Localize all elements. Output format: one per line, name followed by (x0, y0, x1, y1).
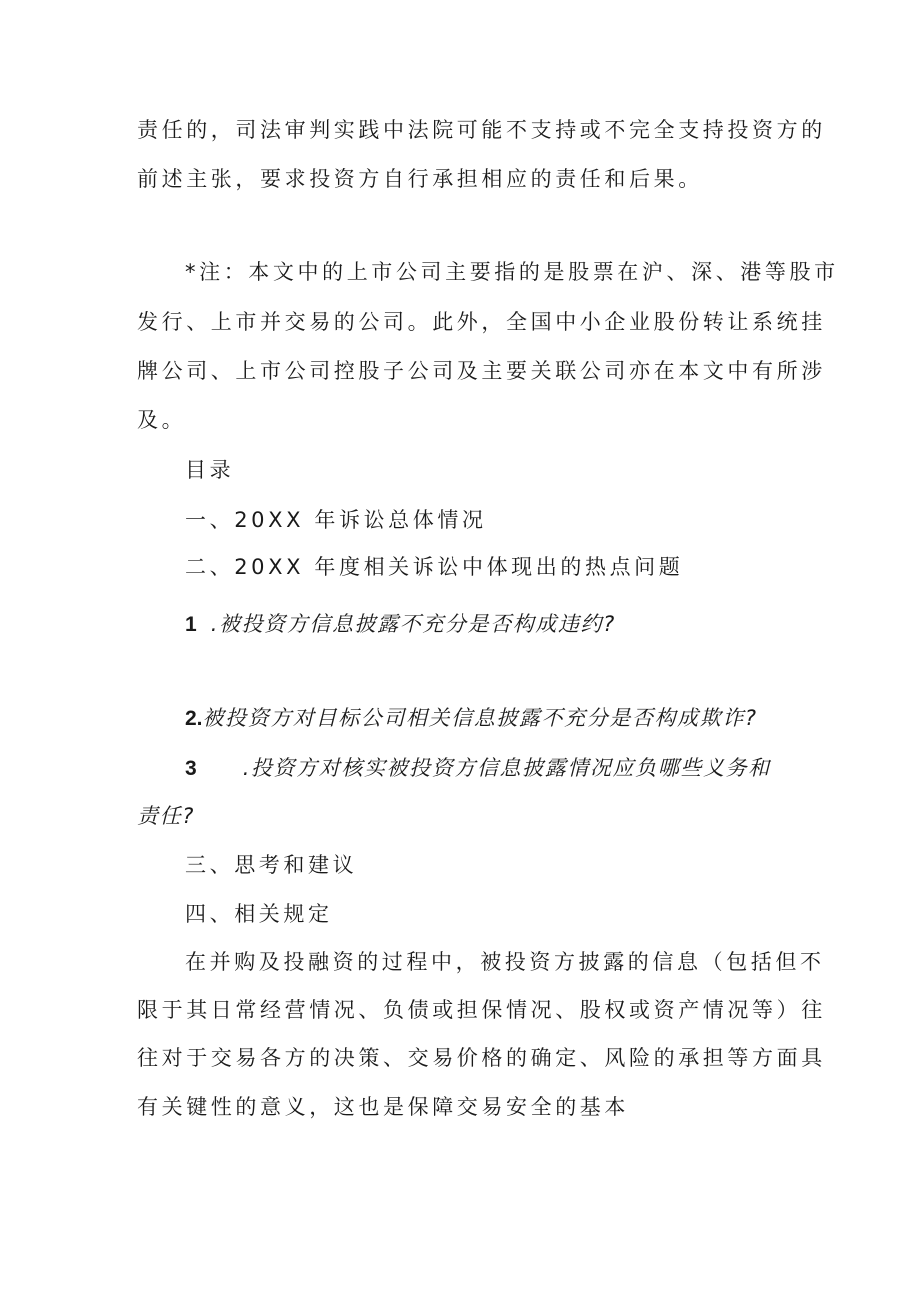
toc-title: 目录 (185, 458, 235, 482)
paragraph-2-line-1: 在并购及投融资的过程中，被投资方披露的信息（包括但不 (185, 950, 825, 974)
toc-item-3: 三、思考和建议 (185, 853, 358, 877)
note-line-1: *注：本文中的上市公司主要指的是股票在沪、深、港等股市 (185, 260, 839, 284)
note-line-2: 发行、上市并交易的公司。此外，全国中小企业股份转让系统挂 (137, 310, 826, 334)
toc-sub-item-1-number: 1 (185, 613, 197, 636)
toc-sub-item-3-text-line-2: 责任? (137, 804, 195, 828)
toc-sub-item-2-text: 被投资方对目标公司相关信息披露不充分是否构成欺诈? (202, 706, 758, 730)
paragraph-2-line-4: 有关键性的意义，这也是保障交易安全的基本 (137, 1095, 629, 1119)
paragraph-2-line-3: 往对于交易各方的决策、交易价格的确定、风险的承担等方面具 (137, 1046, 826, 1070)
paragraph-1-line-2: 前述主张，要求投资方自行承担相应的责任和后果。 (137, 167, 703, 191)
toc-sub-item-2 (185, 704, 758, 733)
note-line-4: 及。 (137, 408, 187, 432)
note-line-3: 牌公司、上市公司控股子公司及主要关联公司亦在本文中有所涉 (137, 359, 826, 383)
paragraph-1-line-1: 责任的，司法审判实践中法院可能不支持或不完全支持投资方的 (137, 118, 826, 142)
toc-sub-item-3-text-line-1: .投资方对核实被投资方信息披露情况应负哪些义务和 (242, 756, 771, 780)
toc-item-1: 一、20XX 年诉讼总体情况 (185, 508, 487, 532)
toc-sub-item-1 (185, 610, 616, 639)
toc-item-4: 四、相关规定 (185, 902, 333, 926)
toc-sub-item-3-number: 3 (185, 757, 197, 780)
toc-sub-item-3 (185, 754, 771, 783)
toc-sub-item-1-text: .被投资方信息披露不充分是否构成违约? (210, 612, 616, 636)
toc-sub-item-2-number: 2. (185, 707, 203, 730)
paragraph-2-line-2: 限于其日常经营情况、负债或担保情况、股权或资产情况等）往 (137, 998, 826, 1022)
toc-item-2: 二、20XX 年度相关诉讼中体现出的热点问题 (185, 555, 684, 579)
